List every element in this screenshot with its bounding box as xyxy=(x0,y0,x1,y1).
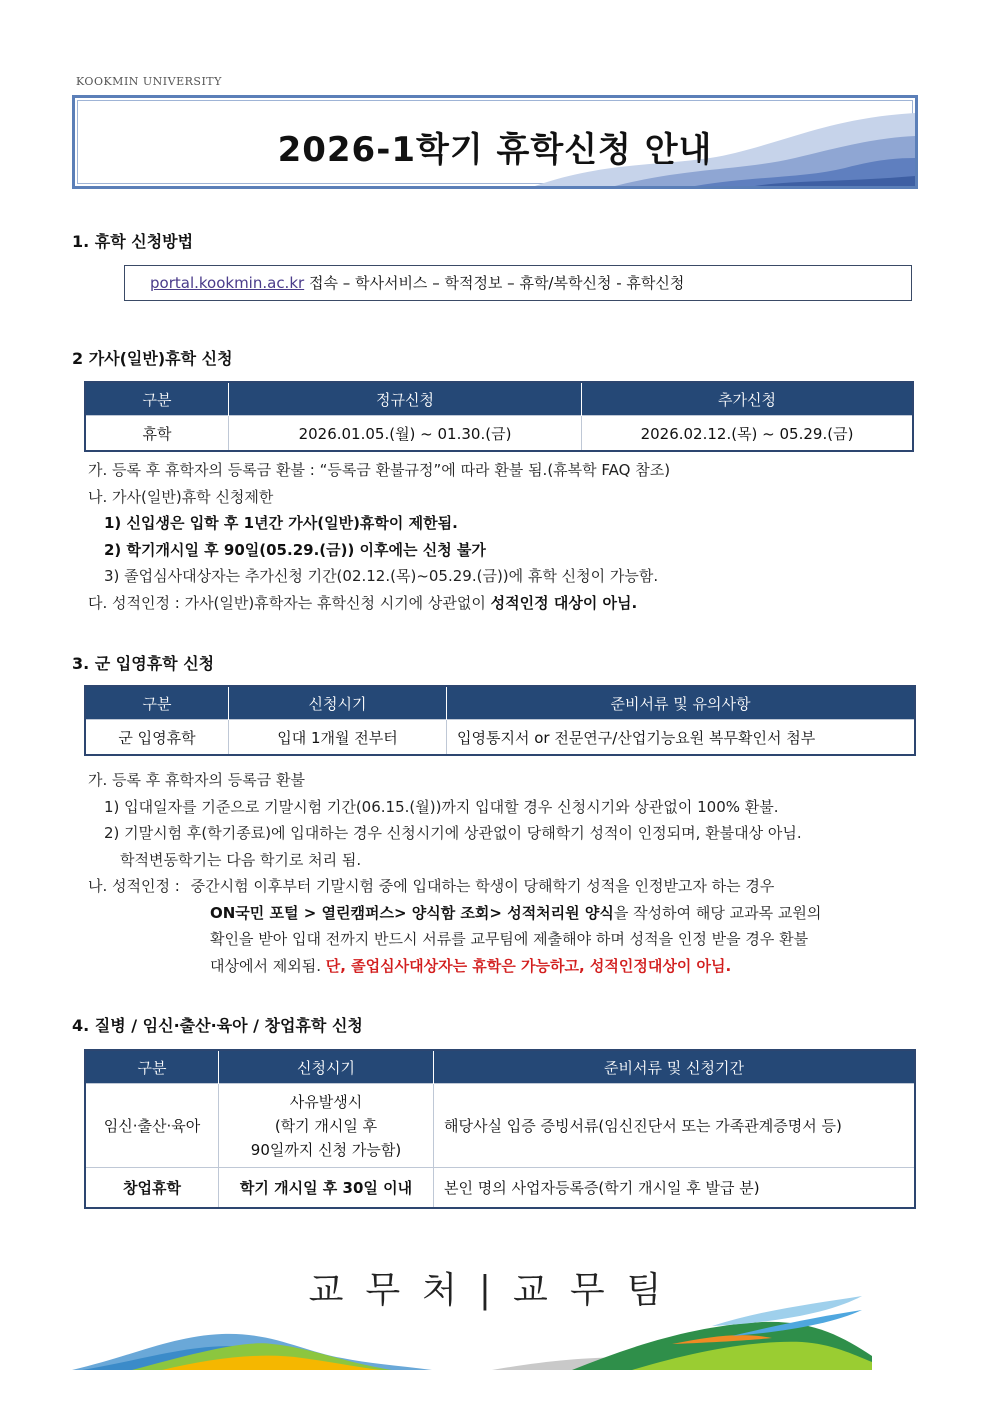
section1-heading: 1. 휴학 신청방법 xyxy=(72,232,194,251)
note-text: 대상에서 제외됨. xyxy=(210,956,326,975)
note-item xyxy=(88,900,928,927)
table-header: 구분 xyxy=(85,1050,219,1084)
note-item: 2) 학기개시일 후 90일(05.29.(금)) 이후에는 신청 불가 xyxy=(104,540,486,559)
section4-heading: 4. 질병 / 임신·출산·육아 / 창업휴학 신청 xyxy=(72,1016,363,1035)
table-cell: 본인 명의 사업자등록증(학기 개시일 후 발급 분) xyxy=(434,1168,916,1208)
table-cell: 2026.02.12.(목) ~ 05.29.(금) xyxy=(582,416,914,452)
table-header: 신청시기 xyxy=(219,1050,434,1084)
section2-notes xyxy=(88,457,918,616)
note-item: 학적변동학기는 다음 학기로 처리 됨. xyxy=(120,850,362,869)
cell-line: 사유발생시 xyxy=(289,1092,363,1111)
table-header: 준비서류 및 유의사항 xyxy=(447,686,916,720)
section2-heading: 2 가사(일반)휴학 신청 xyxy=(72,349,233,368)
note-text: 다. 성적인정 : 가사(일반)휴학자는 휴학신청 시기에 상관없이 xyxy=(88,593,491,612)
table-cell: 해당사실 입증 증빙서류(임신진단서 또는 가족관계증명서 등) xyxy=(434,1084,916,1168)
note-item: 가. 등록 후 휴학자의 등록금 환불 xyxy=(88,771,305,789)
table-header: 추가신청 xyxy=(582,382,914,416)
note-item: 가. 등록 후 휴학자의 등록금 환불 : “등록금 환불규정”에 따라 환불 됨.(휴복학 FAQ 참조) xyxy=(88,461,671,479)
page-title: 2026-1학기 휴학신청 안내 xyxy=(277,130,713,170)
note-item: 나. 가사(일반)휴학 신청제한 xyxy=(88,487,274,506)
note-item: 확인을 받아 입대 전까지 반드시 서류를 교무팀에 제출해야 하며 성적을 인정 받을 경우 환불 xyxy=(210,930,809,948)
table-header: 구분 xyxy=(85,382,229,416)
method-path: 접속 – 학사서비스 – 학적정보 – 휴학/복학신청 - 휴학신청 xyxy=(304,274,685,292)
cell-line: 90일까지 신청 가능함) xyxy=(250,1140,402,1159)
table-cell: 2026.01.05.(월) ~ 01.30.(금) xyxy=(229,416,582,452)
note-bold: 성적인정 대상이 아님. xyxy=(490,593,638,612)
table-header: 정규신청 xyxy=(229,382,582,416)
cell-line: (학기 개시일 후 xyxy=(274,1116,378,1135)
section3-notes xyxy=(88,767,928,979)
landscape-decoration-icon xyxy=(72,1296,872,1376)
note-item xyxy=(88,953,928,980)
note-item: 3) 졸업심사대상자는 추가신청 기간(02.12.(목)~05.29.(금))에 휴학 신청이 가능함. xyxy=(104,567,659,585)
note-item xyxy=(88,873,928,900)
office-name: 교무처|교무팀 xyxy=(308,1270,684,1311)
table-header: 신청시기 xyxy=(229,686,447,720)
table-cell: 창업휴학 xyxy=(85,1168,219,1208)
table-cell: 임신·출산·육아 xyxy=(85,1084,219,1168)
table-cell: 입영통지서 or 전문연구/산업기능요원 복무확인서 첨부 xyxy=(447,720,916,756)
table-cell xyxy=(219,1084,434,1168)
note-text: 중간시험 이후부터 기말시험 중에 입대하는 학생이 당해학기 성적을 인정받고자 하는 경우 xyxy=(190,877,775,895)
note-item xyxy=(88,590,918,617)
portal-link[interactable]: portal.kookmin.ac.kr xyxy=(150,274,305,292)
section3-heading: 3. 군 입영휴학 신청 xyxy=(72,654,215,673)
university-name: KOOKMIN UNIVERSITY xyxy=(76,75,222,88)
general-leave-table xyxy=(84,381,914,452)
note-item: 2) 기말시험 후(학기종료)에 입대하는 경우 신청시기에 상관없이 당해학기 성적이 인정되며, 환불대상 아님. xyxy=(104,824,802,842)
note-warning: 단, 졸업심사대상자는 휴학은 가능하고, 성적인정대상이 아님. xyxy=(325,956,732,975)
other-leave-table xyxy=(84,1049,916,1209)
note-item: 1) 입대일자를 기준으로 기말시험 기간(06.15.(월))까지 입대할 경우 신청시기와 상관없이 100% 환불. xyxy=(104,797,779,816)
title-banner xyxy=(72,95,918,189)
table-header: 준비서류 및 신청기간 xyxy=(434,1050,916,1084)
table-cell: 입대 1개월 전부터 xyxy=(229,720,447,756)
table-header: 구분 xyxy=(85,686,229,720)
table-cell: 군 입영휴학 xyxy=(85,720,229,756)
military-leave-table xyxy=(84,685,916,756)
note-bold: ON국민 포털 > 열린캠퍼스> 양식함 조회> 성적처리원 양식 xyxy=(210,903,614,922)
note-text: 을 작성하여 해당 교과목 교원의 xyxy=(613,903,822,922)
note-label: 나. 성적인정 : xyxy=(88,877,180,895)
note-item: 1) 신입생은 입학 후 1년간 가사(일반)휴학이 제한됨. xyxy=(104,514,458,532)
method-box xyxy=(124,265,912,301)
table-cell: 휴학 xyxy=(85,416,229,452)
table-cell: 학기 개시일 후 30일 이내 xyxy=(219,1168,434,1208)
